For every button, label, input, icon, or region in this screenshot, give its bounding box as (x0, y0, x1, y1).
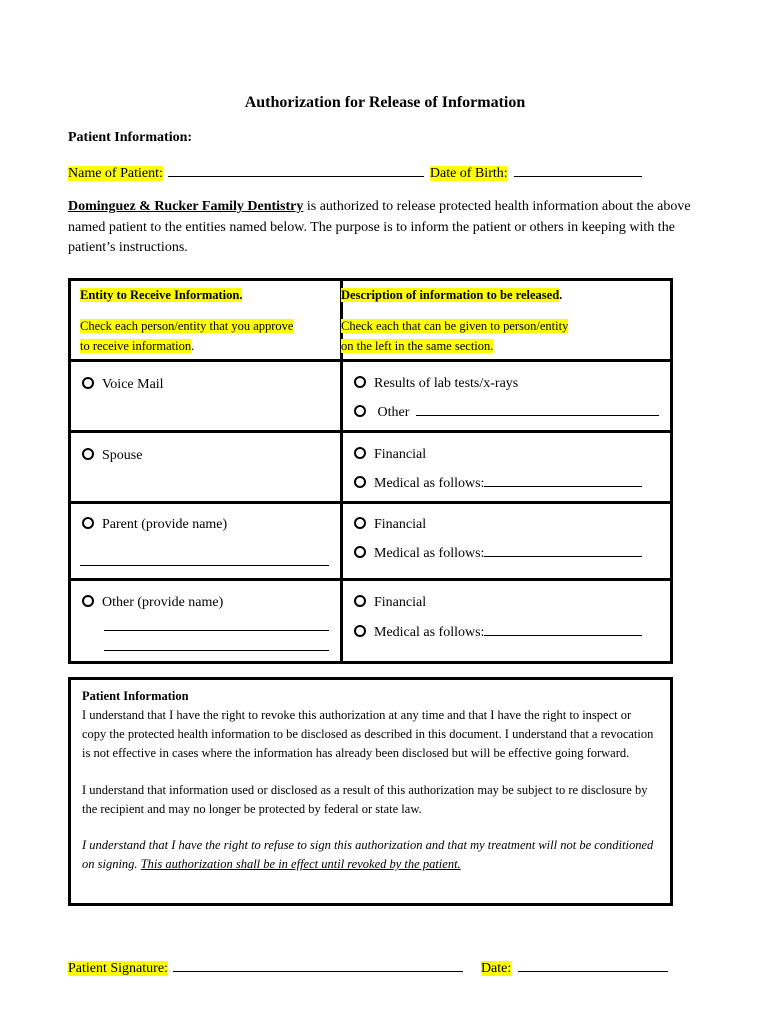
medical-field[interactable] (484, 543, 642, 557)
radio-circle-icon[interactable] (82, 517, 94, 529)
signature-field[interactable] (173, 958, 463, 972)
dob-label: Date of Birth (429, 166, 504, 181)
patient-info-heading: Patient Information: (68, 130, 193, 145)
row-separator (68, 501, 673, 504)
radio-circle-icon[interactable] (354, 625, 366, 637)
radio-circle-icon[interactable] (82, 448, 94, 460)
info-option-financial[interactable]: Financial (354, 515, 426, 535)
entity-option-other[interactable]: Other (provide name) (82, 593, 223, 613)
signature-label-group: Patient Signature: (68, 961, 168, 976)
info-option-financial[interactable]: Financial (354, 593, 426, 613)
date-label: Date (480, 961, 508, 976)
other-field[interactable] (416, 402, 659, 416)
intro-paragraph (68, 197, 708, 259)
dob-field[interactable] (514, 163, 642, 177)
info-option-lab-results[interactable]: Results of lab tests/x-rays (354, 374, 518, 394)
entity-option-voice-mail[interactable]: Voice Mail (82, 375, 164, 395)
notice-para3: I understand that I have the right to refuse to sign this authorization and that my treatment will not be conditioned on signing. This authorization shall be in effect until revoked by the patient. (82, 838, 654, 871)
info-option-medical[interactable]: Medical as follows: (354, 622, 642, 643)
col1-header: Entity to Receive Information. (80, 288, 243, 302)
radio-circle-icon[interactable] (354, 447, 366, 459)
radio-circle-icon[interactable] (354, 376, 366, 388)
parent-name-field[interactable] (80, 565, 329, 566)
notice-heading: Patient Information (82, 689, 189, 703)
radio-circle-icon[interactable] (82, 595, 94, 607)
entity-option-spouse[interactable]: Spouse (82, 446, 142, 466)
info-option-financial[interactable]: Financial (354, 445, 426, 465)
radio-circle-icon[interactable] (354, 595, 366, 607)
medical-field[interactable] (484, 622, 642, 636)
radio-circle-icon[interactable] (354, 476, 366, 488)
notice-para2: I understand that information used or disclosed as a result of this authorization may be subject to re disclosure by the recipient and may no longer be protected by federal or state law. (82, 783, 648, 816)
date-label-group: Date: (480, 961, 512, 976)
info-option-medical[interactable]: Medical as follows: (354, 543, 642, 564)
radio-circle-icon[interactable] (354, 405, 366, 417)
patient-notice-box (68, 677, 673, 906)
practice-name: Dominguez & Rucker Family Dentistry (68, 199, 304, 214)
date-field[interactable] (518, 958, 668, 972)
other-name-field[interactable] (104, 630, 329, 631)
signature-label: Patient Signature (68, 961, 165, 976)
col2-instructions: Check each that can be given to person/entity on the left in the same section. (341, 319, 569, 353)
radio-circle-icon[interactable] (82, 377, 94, 389)
name-label-group: Name of Patient: (68, 166, 163, 181)
row-separator (68, 578, 673, 581)
info-option-other[interactable]: Other (354, 402, 659, 423)
name-field[interactable] (168, 163, 424, 177)
dob-label-group: Date of Birth: (429, 166, 508, 181)
other-name-field[interactable] (104, 650, 329, 651)
radio-circle-icon[interactable] (354, 546, 366, 558)
entity-option-parent[interactable]: Parent (provide name) (82, 515, 227, 535)
name-label: Name of Patient (68, 166, 159, 181)
intro-text: is authorized to release protected health information about the above named patient to the entities named below. The purpose is to inform the patient or others in keeping with the patient’s instructions. (68, 199, 691, 255)
row-separator (68, 359, 673, 362)
col2-header: Description of information to be released. (341, 288, 563, 302)
row-separator (68, 430, 673, 433)
signature-row (68, 958, 668, 977)
col1-instructions: Check each person/entity that you approve to receive information. (80, 319, 294, 353)
name-dob-row (68, 163, 642, 182)
notice-para1: I understand that I have the right to revoke this authorization at any time and that I have the right to inspect or copy the protected health information to be disclosed as described in this document. I understand that a revocation is not effective in cases where the information has already been disclosed but will be effective going forward. (82, 708, 654, 760)
medical-field[interactable] (484, 473, 642, 487)
page-title: Authorization for Release of Information (244, 94, 526, 111)
radio-circle-icon[interactable] (354, 517, 366, 529)
info-option-medical[interactable]: Medical as follows: (354, 473, 642, 494)
